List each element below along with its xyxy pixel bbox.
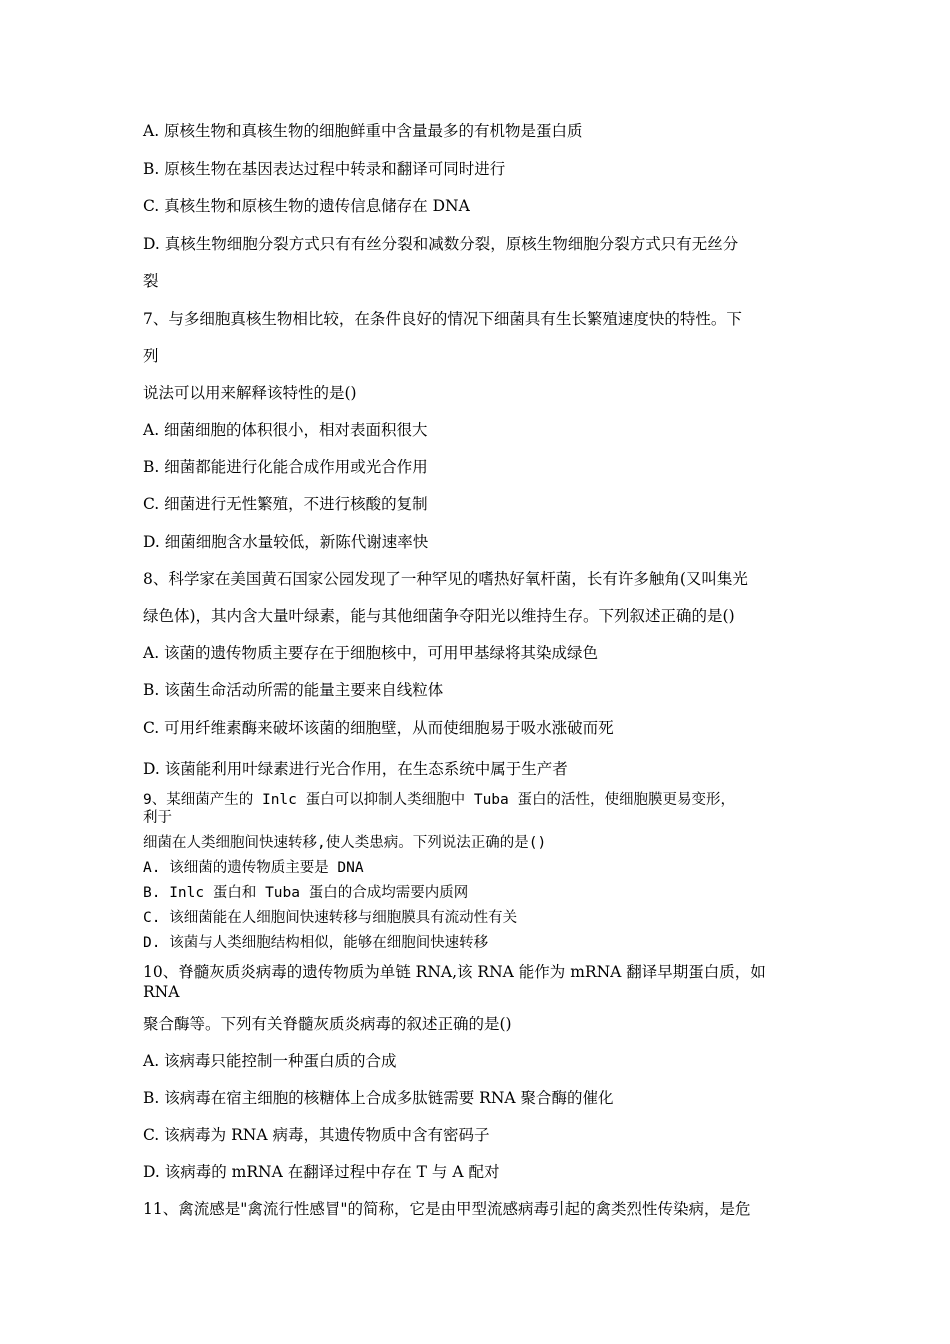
- option-7b: B. 细菌都能进行化能合成作用或光合作用: [143, 458, 428, 476]
- option-7a: A. 细菌细胞的体积很小，相对表面积很大: [143, 421, 428, 439]
- option-8a: A. 该菌的遗传物质主要存在于细胞核中，可用甲基绿将其染成绿色: [143, 644, 599, 662]
- question-11-line1: 11、禽流感是"禽流行性感冒"的简称，它是由甲型流感病毒引起的禽类烈性传染病，是危: [143, 1200, 751, 1218]
- question-9-line1: 9、某细菌产生的 Inlc 蛋白可以抑制人类细胞中 Tuba 蛋白的活性，使细胞膜更易变形，: [143, 792, 735, 808]
- option-9d: D. 该菌与人类细胞结构相似，能够在细胞间快速转移: [143, 935, 489, 951]
- option-6b: B. 原核生物在基因表达过程中转录和翻译可同时进行: [143, 160, 506, 178]
- option-6d-cont: 裂: [143, 272, 159, 290]
- option-10d: D. 该病毒的 mRNA 在翻译过程中存在 T 与 A 配对: [143, 1163, 500, 1181]
- option-8b: B. 该菌生命活动所需的能量主要来自线粒体: [143, 681, 444, 699]
- option-8c: C. 可用纤维素酶来破坏该菌的细胞壁，从而使细胞易于吸水涨破而死: [143, 719, 614, 737]
- option-6c: C. 真核生物和原核生物的遗传信息储存在 DNA: [143, 197, 470, 215]
- question-10-line2: RNA: [143, 983, 180, 1001]
- option-7c: C. 细菌进行无性繁殖，不进行核酸的复制: [143, 495, 428, 513]
- option-6a: A. 原核生物和真核生物的细胞鲜重中含量最多的有机物是蛋白质: [143, 122, 583, 140]
- option-10c: C. 该病毒为 RNA 病毒，其遗传物质中含有密码子: [143, 1126, 490, 1144]
- question-9-line2: 利于: [143, 810, 172, 826]
- question-7-line2: 列: [143, 347, 159, 365]
- question-8-line2: 绿色体)，其内含大量叶绿素，能与其他细菌争夺阳光以维持生存。下列叙述正确的是(): [143, 607, 735, 625]
- option-9b: B. Inlc 蛋白和 Tuba 蛋白的合成均需要内质网: [143, 885, 469, 901]
- question-8-line1: 8、科学家在美国黄石国家公园发现了一种罕见的嗜热好氧杆菌，长有许多触角(又叫集光: [143, 570, 748, 588]
- option-6d: D. 真核生物细胞分裂方式只有有丝分裂和减数分裂，原核生物细胞分裂方式只有无丝分: [143, 235, 739, 253]
- question-10-line3: 聚合酶等。下列有关脊髓灰质炎病毒的叙述正确的是(): [143, 1015, 512, 1033]
- option-9a: A. 该细菌的遗传物质主要是 DNA: [143, 860, 364, 876]
- question-7-line1: 7、与多细胞真核生物相比较，在条件良好的情况下细菌具有生长繁殖速度快的特性。下: [143, 310, 742, 328]
- option-7d: D. 细菌细胞含水量较低，新陈代谢速率快: [143, 533, 429, 551]
- question-7-line3: 说法可以用来解释该特性的是(): [143, 384, 357, 402]
- question-10-line1: 10、脊髓灰质炎病毒的遗传物质为单链 RNA,该 RNA 能作为 mRNA 翻译早期蛋白质，如: [143, 963, 766, 981]
- option-10a: A. 该病毒只能控制一种蛋白质的合成: [143, 1052, 397, 1070]
- option-9c: C. 该细菌能在人细胞间快速转移与细胞膜具有流动性有关: [143, 910, 518, 926]
- question-9-line3: 细菌在人类细胞间快速转移,使人类患病。下列说法正确的是(): [143, 835, 547, 851]
- option-10b: B. 该病毒在宿主细胞的核糖体上合成多肽链需要 RNA 聚合酶的催化: [143, 1089, 614, 1107]
- option-8d: D. 该菌能利用叶绿素进行光合作用，在生态系统中属于生产者: [143, 760, 568, 778]
